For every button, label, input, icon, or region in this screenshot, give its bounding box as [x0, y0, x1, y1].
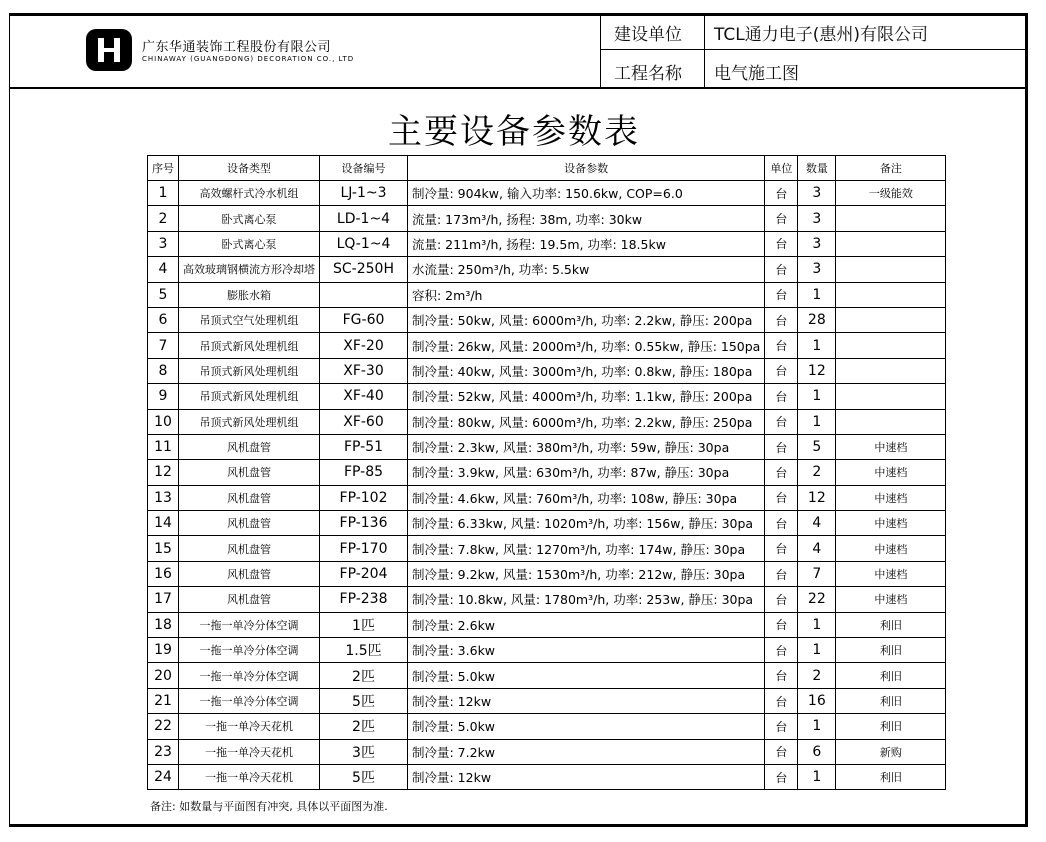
cell-param: 制冷量: 26kw, 风量: 2000m³/h, 功率: 0.55kw, 静压: 150pa — [408, 333, 765, 358]
cell-param: 制冷量: 7.2kw — [408, 739, 765, 764]
table-row — [148, 587, 946, 612]
table-row — [148, 231, 946, 256]
table-row — [148, 358, 946, 383]
cell-param: 制冷量: 3.6kw — [408, 638, 765, 663]
table-row — [148, 409, 946, 434]
cell-remark — [836, 409, 946, 434]
cell-code: XF-60 — [320, 409, 408, 434]
cell-type: 膨胀水箱 — [179, 282, 320, 307]
cell-param: 制冷量: 6.33kw, 风量: 1020m³/h, 功率: 156w, 静压: 30pa — [408, 511, 765, 536]
cell-type: 一拖一单冷天花机 — [179, 764, 320, 789]
cell-unit: 台 — [765, 206, 798, 231]
cell-unit: 台 — [765, 358, 798, 383]
cell-code: XF-20 — [320, 333, 408, 358]
cell-code: FP-51 — [320, 434, 408, 459]
cell-unit: 台 — [765, 714, 798, 739]
cell-type: 吊顶式新风处理机组 — [179, 409, 320, 434]
table-row — [148, 511, 946, 536]
cell-remark — [836, 206, 946, 231]
cell-seq: 15 — [148, 536, 179, 561]
cell-param: 制冷量: 52kw, 风量: 4000m³/h, 功率: 1.1kw, 静压: 200pa — [408, 384, 765, 409]
cell-unit: 台 — [765, 282, 798, 307]
cell-remark: 利旧 — [836, 714, 946, 739]
cell-unit: 台 — [765, 409, 798, 434]
cell-qty: 12 — [798, 358, 836, 383]
cell-remark: 中速档 — [836, 536, 946, 561]
cell-remark — [836, 358, 946, 383]
cell-remark — [836, 282, 946, 307]
cell-qty: 1 — [798, 409, 836, 434]
cell-code: LQ-1~4 — [320, 231, 408, 256]
cell-param: 制冷量: 9.2kw, 风量: 1530m³/h, 功率: 212w, 静压: 30pa — [408, 561, 765, 586]
cell-unit: 台 — [765, 384, 798, 409]
table-row — [148, 257, 946, 282]
client-label: 建设单位 — [614, 25, 682, 45]
titleblock-divider — [600, 49, 1028, 50]
cell-param: 制冷量: 5.0kw — [408, 714, 765, 739]
cell-seq: 12 — [148, 460, 179, 485]
table-row — [148, 333, 946, 358]
cell-remark — [836, 307, 946, 332]
project-value: 电气施工图 — [714, 64, 799, 84]
cell-param: 流量: 173m³/h, 扬程: 38m, 功率: 30kw — [408, 206, 765, 231]
cell-qty: 4 — [798, 511, 836, 536]
cell-code: XF-40 — [320, 384, 408, 409]
cell-unit: 台 — [765, 638, 798, 663]
table-row — [148, 485, 946, 510]
cell-qty: 2 — [798, 460, 836, 485]
cell-remark: 一级能效 — [836, 181, 946, 206]
cell-type: 吊顶式新风处理机组 — [179, 333, 320, 358]
cell-type: 风机盘管 — [179, 536, 320, 561]
table-row — [148, 536, 946, 561]
cell-param: 制冷量: 5.0kw — [408, 663, 765, 688]
table-row — [148, 638, 946, 663]
cell-unit: 台 — [765, 536, 798, 561]
cell-unit: 台 — [765, 231, 798, 256]
cell-seq: 8 — [148, 358, 179, 383]
column-header-unit: 单位 — [765, 156, 798, 181]
cell-type: 风机盘管 — [179, 460, 320, 485]
cell-type: 一拖一单冷天花机 — [179, 714, 320, 739]
cell-unit: 台 — [765, 460, 798, 485]
cell-seq: 24 — [148, 764, 179, 789]
cell-seq: 22 — [148, 714, 179, 739]
cell-qty: 1 — [798, 638, 836, 663]
table-row — [148, 612, 946, 637]
cell-seq: 9 — [148, 384, 179, 409]
cell-param: 制冷量: 10.8kw, 风量: 1780m³/h, 功率: 253w, 静压: 30pa — [408, 587, 765, 612]
cell-code: FP-170 — [320, 536, 408, 561]
cell-remark: 中速档 — [836, 434, 946, 459]
cell-qty: 1 — [798, 333, 836, 358]
cell-remark: 中速档 — [836, 561, 946, 586]
cell-code: XF-30 — [320, 358, 408, 383]
cell-remark: 利旧 — [836, 764, 946, 789]
cell-param: 制冷量: 904kw, 输入功率: 150.6kw, COP=6.0 — [408, 181, 765, 206]
cell-remark: 利旧 — [836, 638, 946, 663]
cell-type: 风机盘管 — [179, 434, 320, 459]
column-header-type: 设备类型 — [179, 156, 320, 181]
page-title: 主要设备参数表 — [388, 112, 640, 152]
cell-remark — [836, 231, 946, 256]
cell-type: 吊顶式新风处理机组 — [179, 384, 320, 409]
cell-param: 制冷量: 4.6kw, 风量: 760m³/h, 功率: 108w, 静压: 30pa — [408, 485, 765, 510]
cell-remark — [836, 257, 946, 282]
footnote: 备注: 如数量与平面图有冲突, 具体以平面图为准. — [150, 800, 388, 813]
cell-type: 吊顶式空气处理机组 — [179, 307, 320, 332]
table-row — [148, 282, 946, 307]
table-row — [148, 663, 946, 688]
cell-type: 风机盘管 — [179, 561, 320, 586]
table-row — [148, 764, 946, 789]
titleblock-divider — [600, 13, 601, 88]
cell-type: 一拖一单冷分体空调 — [179, 638, 320, 663]
cell-param: 水流量: 250m³/h, 功率: 5.5kw — [408, 257, 765, 282]
cell-qty: 22 — [798, 587, 836, 612]
cell-qty: 16 — [798, 688, 836, 713]
cell-remark: 中速档 — [836, 485, 946, 510]
cell-seq: 13 — [148, 485, 179, 510]
column-header-remark: 备注 — [836, 156, 946, 181]
cell-seq: 11 — [148, 434, 179, 459]
cell-code: FP-85 — [320, 460, 408, 485]
cell-remark: 新购 — [836, 739, 946, 764]
cell-code: FG-60 — [320, 307, 408, 332]
company-name-en: CHINAWAY (GUANGDONG) DECORATION CO., LTD — [142, 55, 355, 63]
cell-qty: 3 — [798, 181, 836, 206]
cell-unit: 台 — [765, 434, 798, 459]
table-row — [148, 688, 946, 713]
cell-seq: 23 — [148, 739, 179, 764]
cell-param: 流量: 211m³/h, 扬程: 19.5m, 功率: 18.5kw — [408, 231, 765, 256]
cell-code — [320, 282, 408, 307]
cell-code: FP-204 — [320, 561, 408, 586]
cell-seq: 21 — [148, 688, 179, 713]
cell-param: 制冷量: 3.9kw, 风量: 630m³/h, 功率: 87w, 静压: 30pa — [408, 460, 765, 485]
table-row — [148, 206, 946, 231]
cell-qty: 28 — [798, 307, 836, 332]
cell-seq: 4 — [148, 257, 179, 282]
table-row — [148, 561, 946, 586]
cell-type: 一拖一单冷天花机 — [179, 739, 320, 764]
cell-qty: 1 — [798, 384, 836, 409]
cell-param: 制冷量: 50kw, 风量: 6000m³/h, 功率: 2.2kw, 静压: 200pa — [408, 307, 765, 332]
cell-seq: 10 — [148, 409, 179, 434]
company-name-cn: 广东华通装饰工程股份有限公司 — [142, 40, 332, 55]
equipment-table — [147, 155, 946, 790]
cell-param: 制冷量: 12kw — [408, 688, 765, 713]
table-row — [148, 714, 946, 739]
cell-param: 容积: 2m³/h — [408, 282, 765, 307]
cell-unit: 台 — [765, 764, 798, 789]
cell-code: 1.5匹 — [320, 638, 408, 663]
cell-seq: 14 — [148, 511, 179, 536]
cell-seq: 3 — [148, 231, 179, 256]
table-row — [148, 739, 946, 764]
cell-remark: 中速档 — [836, 587, 946, 612]
cell-qty: 3 — [798, 206, 836, 231]
cell-remark: 利旧 — [836, 663, 946, 688]
cell-seq: 1 — [148, 181, 179, 206]
cell-param: 制冷量: 2.3kw, 风量: 380m³/h, 功率: 59w, 静压: 30pa — [408, 434, 765, 459]
cell-unit: 台 — [765, 485, 798, 510]
cell-qty: 5 — [798, 434, 836, 459]
cell-type: 卧式离心泵 — [179, 231, 320, 256]
cell-type: 吊顶式新风处理机组 — [179, 358, 320, 383]
cell-qty: 1 — [798, 282, 836, 307]
cell-param: 制冷量: 12kw — [408, 764, 765, 789]
cell-unit: 台 — [765, 307, 798, 332]
cell-unit: 台 — [765, 663, 798, 688]
column-header-qty: 数量 — [798, 156, 836, 181]
cell-param: 制冷量: 40kw, 风量: 3000m³/h, 功率: 0.8kw, 静压: 180pa — [408, 358, 765, 383]
column-header-seq: 序号 — [148, 156, 179, 181]
cell-seq: 19 — [148, 638, 179, 663]
cell-seq: 5 — [148, 282, 179, 307]
cell-unit: 台 — [765, 612, 798, 637]
cell-type: 一拖一单冷分体空调 — [179, 612, 320, 637]
cell-type: 风机盘管 — [179, 485, 320, 510]
cell-qty: 4 — [798, 536, 836, 561]
table-row — [148, 307, 946, 332]
cell-type: 一拖一单冷分体空调 — [179, 663, 320, 688]
cell-code: LD-1~4 — [320, 206, 408, 231]
cell-code: 5匹 — [320, 688, 408, 713]
cell-type: 风机盘管 — [179, 511, 320, 536]
cell-qty: 2 — [798, 663, 836, 688]
cell-unit: 台 — [765, 739, 798, 764]
table-header-row — [148, 156, 946, 181]
cell-qty: 1 — [798, 612, 836, 637]
column-header-param: 设备参数 — [408, 156, 765, 181]
cell-code: 1匹 — [320, 612, 408, 637]
table-row — [148, 384, 946, 409]
cell-seq: 20 — [148, 663, 179, 688]
cell-remark: 中速档 — [836, 511, 946, 536]
cell-param: 制冷量: 7.8kw, 风量: 1270m³/h, 功率: 174w, 静压: 30pa — [408, 536, 765, 561]
cell-type: 一拖一单冷分体空调 — [179, 688, 320, 713]
cell-param: 制冷量: 80kw, 风量: 6000m³/h, 功率: 2.2kw, 静压: 250pa — [408, 409, 765, 434]
cell-unit: 台 — [765, 181, 798, 206]
table-row — [148, 460, 946, 485]
cell-remark — [836, 333, 946, 358]
titleblock-divider — [704, 13, 705, 88]
cell-qty: 12 — [798, 485, 836, 510]
cell-qty: 3 — [798, 231, 836, 256]
cell-qty: 3 — [798, 257, 836, 282]
cell-remark: 利旧 — [836, 688, 946, 713]
cell-code: FP-238 — [320, 587, 408, 612]
header-divider — [9, 87, 1028, 89]
cell-code: SC-250H — [320, 257, 408, 282]
cell-code: 3匹 — [320, 739, 408, 764]
cell-unit: 台 — [765, 688, 798, 713]
cell-seq: 16 — [148, 561, 179, 586]
cell-type: 卧式离心泵 — [179, 206, 320, 231]
cell-seq: 2 — [148, 206, 179, 231]
cell-code: LJ-1~3 — [320, 181, 408, 206]
cell-code: FP-136 — [320, 511, 408, 536]
column-header-code: 设备编号 — [320, 156, 408, 181]
cell-code: 5匹 — [320, 764, 408, 789]
cell-code: 2匹 — [320, 663, 408, 688]
cell-qty: 6 — [798, 739, 836, 764]
cell-type: 高效玻璃钢横流方形冷却塔 — [179, 257, 320, 282]
cell-seq: 6 — [148, 307, 179, 332]
cell-remark: 中速档 — [836, 460, 946, 485]
cell-code: 2匹 — [320, 714, 408, 739]
cell-unit: 台 — [765, 561, 798, 586]
cell-param: 制冷量: 2.6kw — [408, 612, 765, 637]
cell-remark: 利旧 — [836, 612, 946, 637]
cell-unit: 台 — [765, 257, 798, 282]
cell-qty: 1 — [798, 714, 836, 739]
client-value: TCL通力电子(惠州)有限公司 — [714, 25, 928, 45]
cell-type: 风机盘管 — [179, 587, 320, 612]
table-row — [148, 434, 946, 459]
cell-code: FP-102 — [320, 485, 408, 510]
cell-type: 高效螺杆式冷水机组 — [179, 181, 320, 206]
cell-unit: 台 — [765, 333, 798, 358]
cell-seq: 7 — [148, 333, 179, 358]
cell-qty: 1 — [798, 764, 836, 789]
cell-unit: 台 — [765, 587, 798, 612]
project-label: 工程名称 — [614, 64, 682, 84]
table-row — [148, 181, 946, 206]
cell-seq: 17 — [148, 587, 179, 612]
cell-qty: 7 — [798, 561, 836, 586]
cell-seq: 18 — [148, 612, 179, 637]
cell-unit: 台 — [765, 511, 798, 536]
company-logo — [86, 29, 132, 71]
cell-remark — [836, 384, 946, 409]
